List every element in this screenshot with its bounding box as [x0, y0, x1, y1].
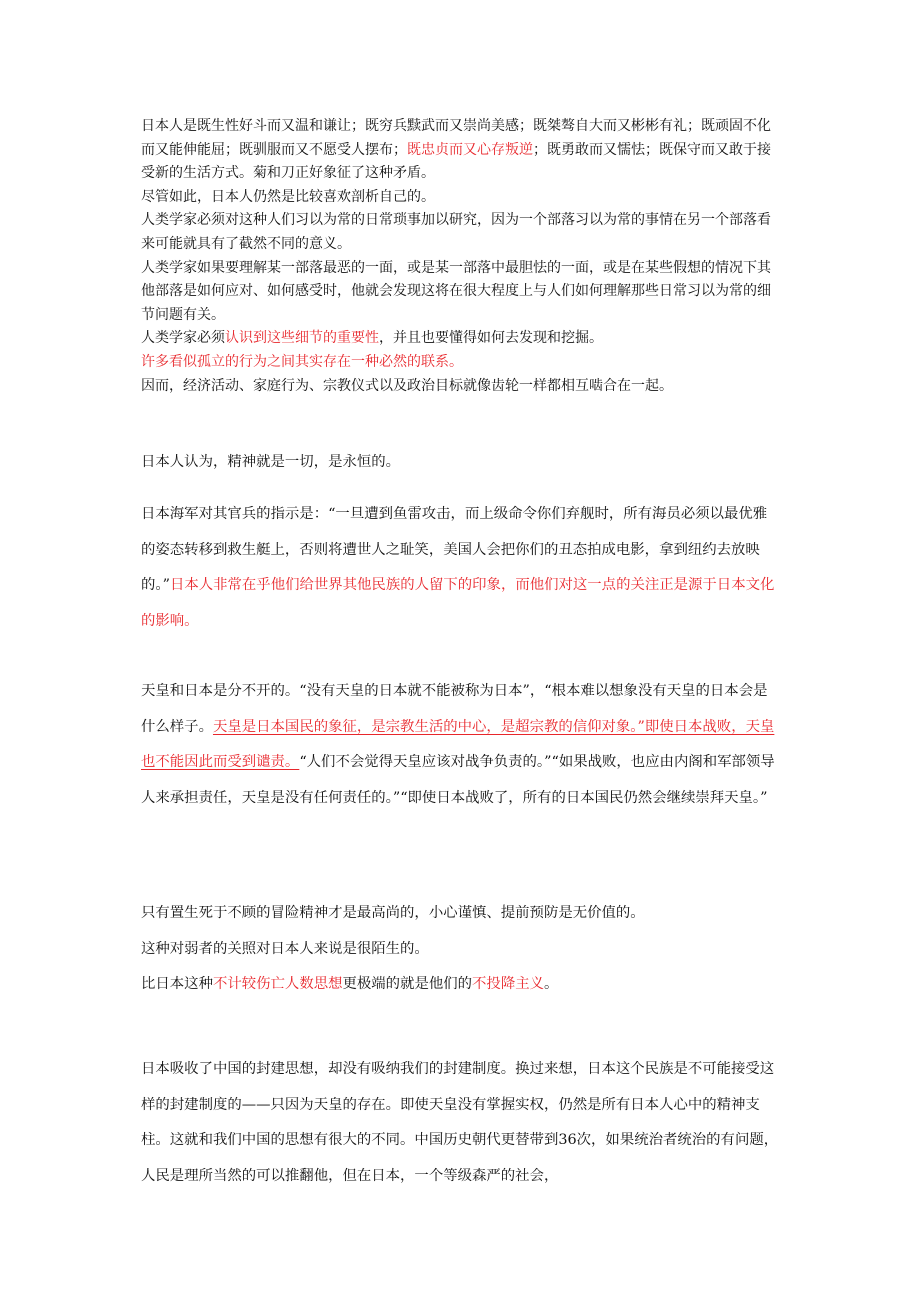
paragraph-gears: 因而，经济活动、家庭行为、宗教仪式以及政治目标就像齿轮一样都相互啮合在一起。: [141, 377, 673, 394]
paragraph-details-importance: [141, 327, 781, 351]
emperor-section: [141, 674, 781, 816]
paragraph-spirit: 日本人认为，精神就是一切，是永恒的。: [141, 454, 401, 470]
paragraph-contradictions: [141, 115, 781, 186]
paragraph-connections: 许多看似孤立的行为之间其实存在一种必然的联系。: [141, 353, 463, 370]
feudal-section: [141, 1052, 781, 1194]
spirit-section: [141, 445, 781, 481]
paragraph-anthropologist-understand: 人类学家如果要理解某一部落最恶的一面，或是某一部落中最胆怯的一面，或是在某些假想的情况下其他部落是如何应对、如何感受时，他就会发现这将在很大程度上与人们如何理解那些日常习以为常的细节问题有关。: [141, 259, 771, 323]
paragraph-feudal: 日本吸收了中国的封建思想，却没有吸纳我们的封建制度。换过来想，日本这个民族是不可能接受这样的封建制度的——只因为天皇的存在。即使天皇没有掌握实权，仍然是所有日本人心中的精神支柱。这就和我们中国的思想有很大的不同。中国历史朝代更替带到36次，如果统治者统治的有问题，人民是理所当然的可以推翻他，但在日本，一个等级森严的社会，: [141, 1061, 779, 1184]
adventure-section: [141, 896, 781, 1003]
paragraph-self-analysis: 尽管如此，日本人仍然是比较喜欢剖析自己的。: [141, 188, 435, 205]
paragraph-adventure: 只有置生死于不顾的冒险精神才是最高尚的，小心谨慎、提前预防是无价值的。: [141, 905, 645, 921]
navy-section: [141, 497, 781, 639]
paragraph-anthropologist-study: 人类学家必须对这种人们习以为常的日常琐事加以研究，因为一个部落习以为常的事情在另一个部落看来可能就具有了截然不同的意义。: [141, 212, 771, 252]
paragraph-navy: [141, 497, 781, 639]
text-run: 日本人是既生性好斗而又温和谦让；既穷兵黩武而又崇尚美感；既桀骜自大而又彬彬有礼；既顽固不化而又能伸能屈；既驯服而又不愿受人摆布；: [141, 118, 771, 158]
text-run: 人类学家必须: [141, 330, 225, 347]
red-highlight: 不投降主义: [472, 976, 544, 992]
red-highlight: 认识到这些细节的重要性: [225, 330, 379, 347]
text-run: 。: [544, 976, 559, 992]
text-run: 比日本这种: [141, 976, 213, 992]
text-run: 日本海军对其官兵的指示是：“一旦遭到鱼雷攻击，而上级命令你们弃舰时，所有海员必须以最优雅的姿态转移到救生艇上，否则将遭世人之耻笑，美国人会把你们的丑态拍成电影，拿到纽约去放映的。”: [141, 506, 768, 593]
red-highlight: 日本人非常在乎他们给世界其他民族的人留下的印象，而他们对这一点的关注正是源于日本文化的影响。: [141, 577, 775, 629]
intro-section: [141, 115, 781, 398]
text-run: “人们不会觉得天皇应该对战争负责的。”“如果战败，也应由内阁和军部领导人来承担责任，天皇是没有任何责任的。”“即使日本战败了，所有的日本国民仍然会继续崇拜天皇。”: [141, 754, 775, 806]
red-underlined-highlight: 天皇是日本国民的象征，是宗教生活的中心，是超宗教的信仰对象。”即使日本战败，天皇也不能因此而受到谴责。: [141, 718, 775, 770]
text-run: 天皇和日本是分不开的。“没有天皇的日本就不能被称为日本”，“根本难以想象没有天皇的日本会是什么样子。: [141, 683, 768, 735]
text-run: 更极端的就是他们的: [342, 976, 473, 992]
red-highlight: 既忠贞而又心存叛逆: [407, 141, 533, 158]
red-highlight: 不计较伤亡人数思想: [212, 976, 343, 992]
paragraph-emperor: [141, 674, 781, 816]
paragraph-no-surrender: [141, 967, 781, 1003]
paragraph-weak: 这种对弱者的关照对日本人来说是很陌生的。: [141, 940, 429, 957]
text-run: ，并且也要懂得如何去发现和挖掘。: [379, 330, 603, 347]
text-run: ；既勇敢而又懦怯；既保守而又敢于接受新的生活方式。菊和刀正好象征了这种矛盾。: [141, 141, 771, 182]
